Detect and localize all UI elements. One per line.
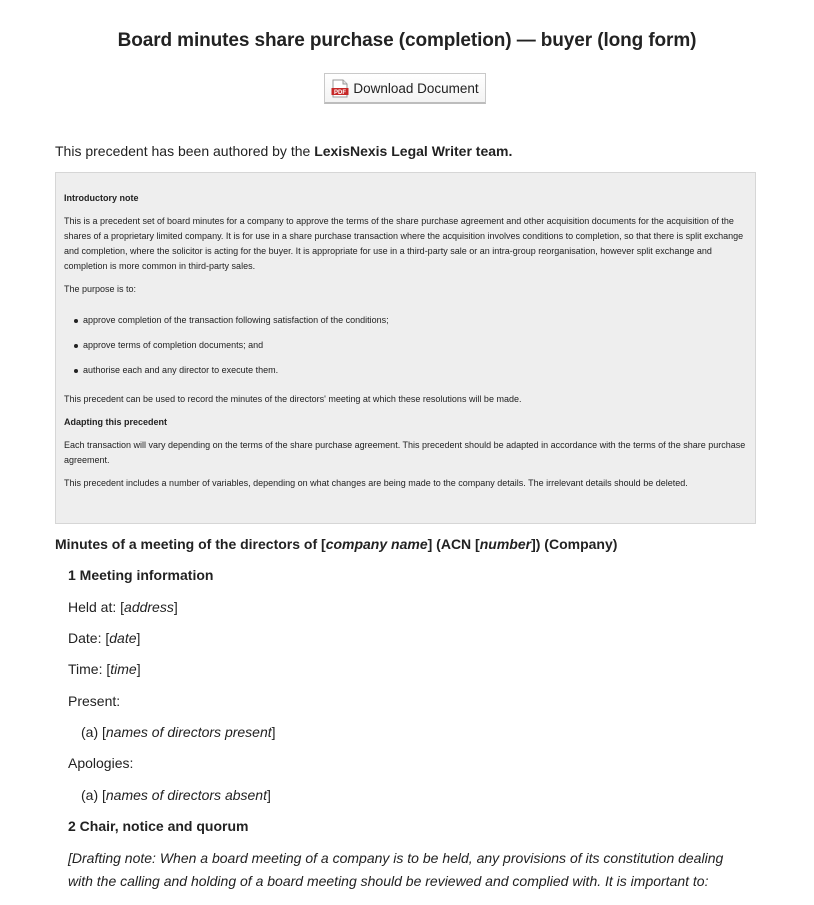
acn-number-variable: number — [479, 536, 532, 552]
held-at-line: Held at: [address] — [68, 599, 178, 615]
intro-record-paragraph: This precedent can be used to record the minutes of the directors' meeting at which these resolutions will be made. — [64, 394, 522, 404]
adapting-heading: Adapting this precedent — [64, 417, 168, 427]
section-heading-meeting-information: 1 Meeting information — [68, 567, 214, 583]
directors-absent-variable: names of directors absent — [105, 787, 267, 803]
page-title: Board minutes share purchase (completion) — buyer (long form) — [117, 30, 697, 51]
time-line: Time: [time] — [68, 661, 141, 677]
intro-purpose: The purpose is to: — [64, 284, 137, 294]
directors-present-variable: names of directors present — [105, 724, 272, 740]
date-variable: date — [109, 630, 137, 646]
intro-paragraph: This is a precedent set of board minutes for a company to approve the terms of the share purchase agreement and other acquisition documents for the acquisition of the shares of a proprietary limited company. It is for use in a share purchase transaction where the acquisition involves conditions to completion, so that there is split exchange and completion, where the solicitor is acting for the buyer. It is appropriate for use in a third-party sale or an intra-group reorganisation, however split exchange and completion is more common in third-party sales. — [64, 216, 744, 271]
authored-prefix: This precedent has been authored by the — [55, 143, 315, 159]
authored-by-line — [55, 143, 512, 159]
minutes-heading: Minutes of a meeting of the directors of [company name] (ACN [number]) (Company) — [55, 536, 618, 552]
drafting-note: [Drafting note: When a board meeting of a company is to be held, any provisions of its constitution dealing with the calling and holding of a board meeting should be reviewed and complied with. It is important to: — [68, 850, 724, 889]
time-variable: time — [110, 661, 137, 677]
apologies-label: Apologies: — [68, 755, 134, 771]
variables-paragraph: This precedent includes a number of variables, depending on what changes are being made to the company details. The irrelevant details should be deleted. — [64, 478, 688, 488]
address-variable: address — [124, 599, 174, 615]
pdf-icon-text: PDF — [334, 89, 347, 96]
present-label: Present: — [68, 693, 121, 709]
authored-team: LexisNexis Legal Writer team. — [314, 143, 513, 159]
adapting-paragraph: Each transaction will vary depending on the terms of the share purchase agreement. This precedent should be adapted in accordance with the terms of the share purchase agreement. — [64, 440, 746, 465]
present-item: (a) [names of directors present] — [81, 724, 276, 740]
intro-heading: Introductory note — [64, 193, 139, 203]
date-line: Date: [date] — [68, 630, 141, 646]
download-document-button[interactable] — [324, 73, 486, 104]
apologies-item: (a) [names of directors absent] — [81, 787, 271, 803]
introductory-note-box — [55, 172, 756, 524]
list-item: approve terms of completion documents; and — [74, 338, 747, 353]
section-heading-chair-notice-quorum: 2 Chair, notice and quorum — [68, 818, 249, 834]
purpose-list — [64, 313, 747, 378]
pdf-icon — [331, 79, 347, 97]
company-name-variable: company name — [325, 536, 428, 552]
list-item: approve completion of the transaction following satisfaction of the conditions; — [74, 313, 747, 328]
download-button-label: Download Document — [353, 80, 479, 96]
list-item: authorise each and any director to execute them. — [74, 363, 747, 378]
